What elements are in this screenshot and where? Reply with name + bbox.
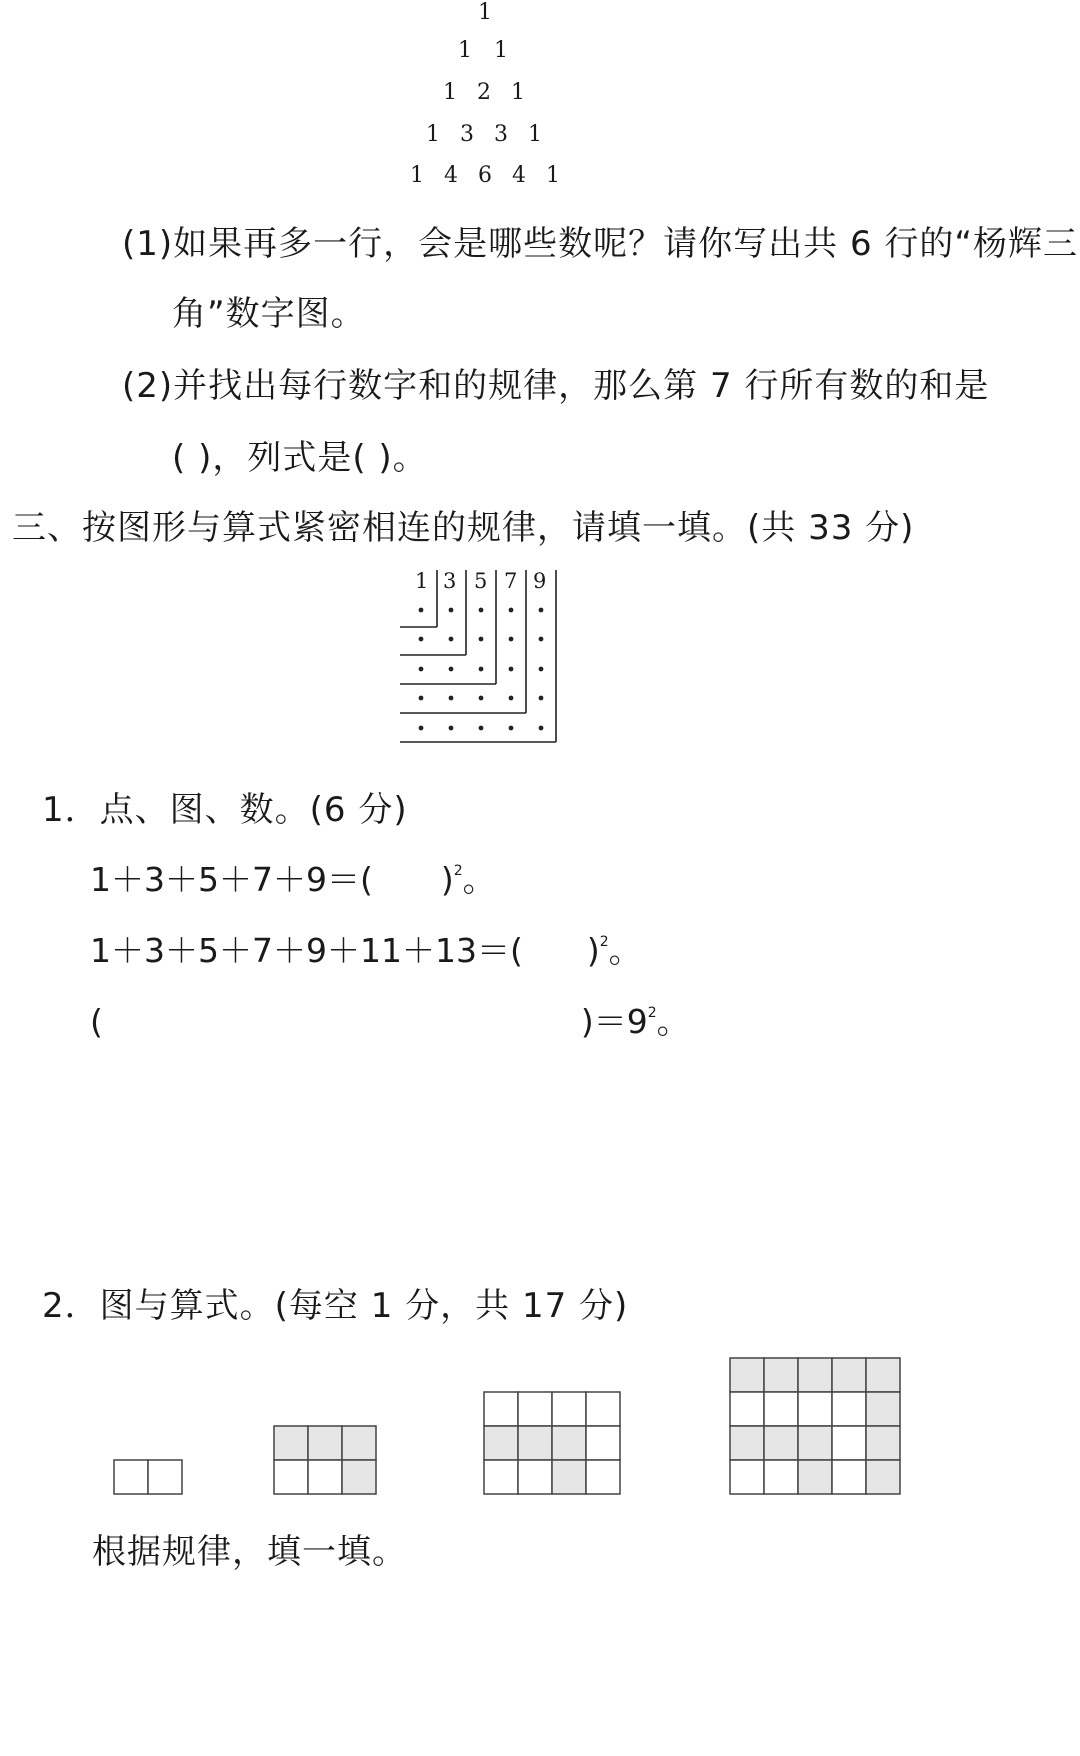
grid-cell bbox=[308, 1426, 342, 1460]
grid-cell bbox=[308, 1460, 342, 1494]
part-2-title: 2．图与算式。(每空 1 分，共 17 分) bbox=[42, 1286, 629, 1326]
grid-cell bbox=[518, 1460, 552, 1494]
grid-cell bbox=[586, 1460, 620, 1494]
grid-cell bbox=[148, 1460, 182, 1494]
grid-figure-2 bbox=[274, 1426, 376, 1494]
triangle-row-3: 1 2 1 bbox=[443, 80, 525, 105]
grid-cell bbox=[764, 1358, 798, 1392]
part-2-footer: 根据规律，填一填。 bbox=[92, 1532, 407, 1572]
part-1-title: 1．点、图、数。(6 分) bbox=[42, 790, 408, 830]
grid-cell bbox=[484, 1392, 518, 1426]
grid-cell bbox=[586, 1392, 620, 1426]
question-1-line-2: 角”数字图。 bbox=[172, 294, 366, 334]
grid-cell bbox=[484, 1426, 518, 1460]
grid-cell bbox=[764, 1426, 798, 1460]
grid-cell bbox=[798, 1460, 832, 1494]
grid-cell bbox=[866, 1392, 900, 1426]
equation-3: ( )$=9^2$。 bbox=[90, 1002, 690, 1041]
grid-cell bbox=[730, 1426, 764, 1460]
section-3-heading: 三、按图形与算式紧密相连的规律，请填一填。(共 33 分) bbox=[12, 508, 915, 548]
grid-figure-4 bbox=[730, 1358, 900, 1494]
grid-cell bbox=[832, 1460, 866, 1494]
grid-figure-1 bbox=[114, 1460, 182, 1494]
grid-cell bbox=[552, 1392, 586, 1426]
grid-cell bbox=[342, 1426, 376, 1460]
dot-label-5: 5 bbox=[474, 569, 488, 593]
triangle-row-5: 1 4 6 4 1 bbox=[410, 163, 560, 188]
question-2-line-2: ( )，列式是( )。 bbox=[172, 438, 428, 478]
dot-label-7: 7 bbox=[504, 569, 518, 593]
grid-cell bbox=[274, 1460, 308, 1494]
grid-cell bbox=[518, 1392, 552, 1426]
grid-cell bbox=[518, 1426, 552, 1460]
grid-cell bbox=[552, 1460, 586, 1494]
grid-cell bbox=[342, 1460, 376, 1494]
triangle-row-4: 1 3 3 1 bbox=[426, 122, 542, 147]
grid-cell bbox=[866, 1426, 900, 1460]
question-2-line-1: (2)并找出每行数字和的规律，那么第 7 行所有数的和是 bbox=[122, 366, 990, 406]
grid-cell bbox=[730, 1392, 764, 1426]
grid-cell bbox=[832, 1392, 866, 1426]
grid-cell bbox=[866, 1460, 900, 1494]
grid-cell bbox=[764, 1392, 798, 1426]
triangle-row-2: 1 1 bbox=[458, 38, 508, 63]
grid-cell bbox=[832, 1426, 866, 1460]
equation-2: 1＋3＋5＋7＋9＋11＋13＝( )$^2$。 bbox=[90, 931, 642, 970]
dot-label-3: 3 bbox=[443, 569, 457, 593]
grid-figure-3 bbox=[484, 1392, 620, 1494]
grid-cell bbox=[730, 1358, 764, 1392]
grid-cell bbox=[552, 1426, 586, 1460]
triangle-row-1: 1 bbox=[478, 0, 492, 25]
question-1-line-1: (1)如果再多一行，会是哪些数呢？请你写出共 6 行的“杨辉三 bbox=[122, 224, 1079, 264]
grid-cell bbox=[798, 1358, 832, 1392]
grid-cell bbox=[586, 1426, 620, 1460]
dot-label-9: 9 bbox=[533, 569, 547, 593]
grid-cell bbox=[484, 1460, 518, 1494]
equation-1: 1＋3＋5＋7＋9＝( )$^2$。 bbox=[90, 860, 496, 899]
grid-cell bbox=[764, 1460, 798, 1494]
grid-cell bbox=[730, 1460, 764, 1494]
grid-cell bbox=[866, 1358, 900, 1392]
grid-cell bbox=[832, 1358, 866, 1392]
grid-cell bbox=[274, 1426, 308, 1460]
grid-cell bbox=[798, 1392, 832, 1426]
dot-label-1: 1 bbox=[415, 569, 429, 593]
grid-cell bbox=[114, 1460, 148, 1494]
grid-cell bbox=[798, 1426, 832, 1460]
